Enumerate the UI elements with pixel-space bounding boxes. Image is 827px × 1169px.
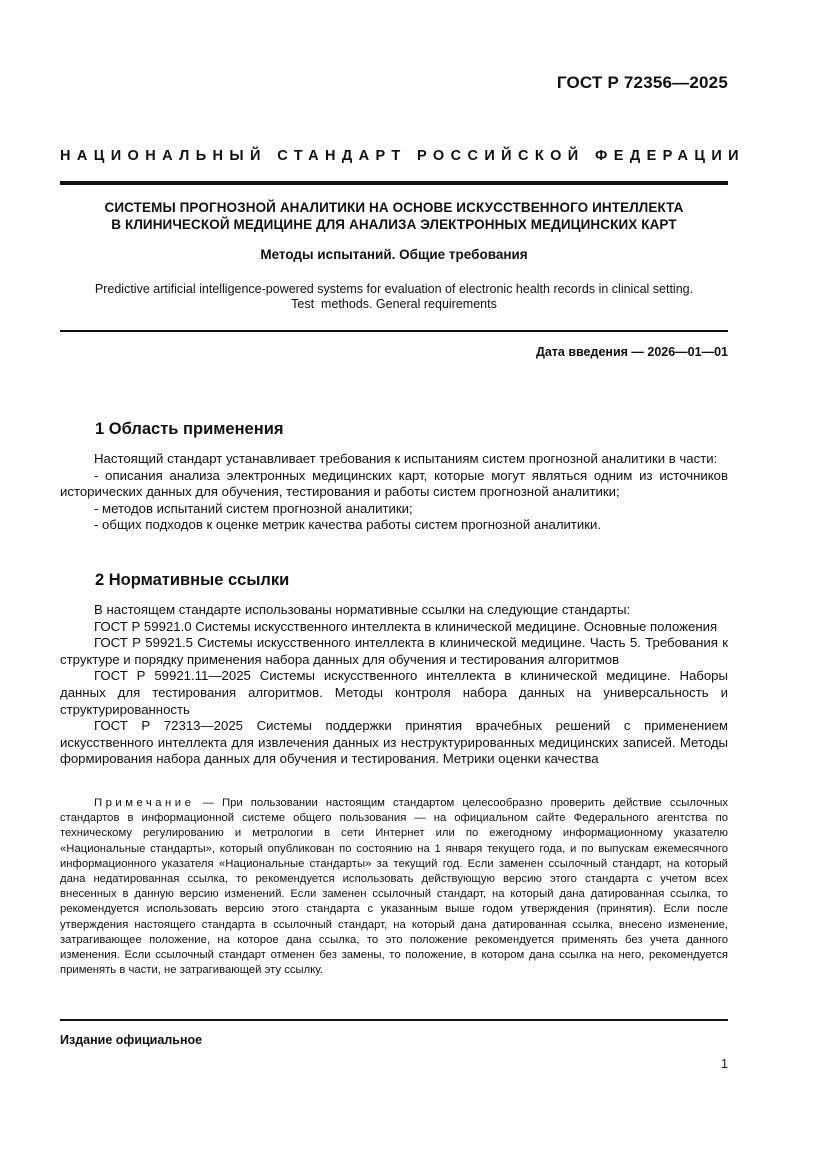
- reference-item: ГОСТ Р 59921.5 Системы искусственного интеллекта в клинической медицине. Часть 5. Требования к структуре и порядку применения набора данных для обучения и тестирования алгоритмов: [60, 635, 728, 667]
- footer-divider: [60, 1019, 728, 1021]
- list-item: - описания анализа электронных медицинских карт, которые могут являться одним из источников исторических данных для обучения, тестирования и работы систем прогнозной аналитики;: [60, 467, 728, 500]
- note: [60, 796, 728, 978]
- document-code: ГОСТ Р 72356—2025: [556, 73, 728, 92]
- english-title: [60, 282, 728, 312]
- header-divider: [60, 181, 728, 185]
- title-line-2: В КЛИНИЧЕСКОЙ МЕДИЦИНЕ ДЛЯ АНАЛИЗА ЭЛЕКТРОННЫХ МЕДИЦИНСКИХ КАРТ: [111, 217, 677, 232]
- section-1-heading: 1 Область применения: [95, 420, 284, 438]
- title-divider: [60, 330, 728, 332]
- list-item: - общих подходов к оценке метрик качества работы систем прогнозной аналитики.: [94, 517, 602, 533]
- english-title-line-2: Test methods. General requirements: [291, 297, 497, 311]
- reference-item: ГОСТ Р 59921.11—2025 Системы искусственного интеллекта в клинической медицине. Наборы данных для тестирования алгоритмов. Методы контроля набора данных на универсальность и структурированность: [60, 668, 728, 717]
- note-label: Примечание: [94, 797, 195, 809]
- document-title: [60, 199, 728, 233]
- title-line-1: СИСТЕМЫ ПРОГНОЗНОЙ АНАЛИТИКИ НА ОСНОВЕ ИСКУССТВЕННОГО ИНТЕЛЛЕКТА: [104, 200, 684, 215]
- section-2-heading: 2 Нормативные ссылки: [95, 571, 290, 589]
- national-standard-heading: НАЦИОНАЛЬНЫЙ СТАНДАРТ РОССИЙСКОЙ ФЕДЕРАЦИИ: [60, 148, 745, 164]
- section-1-body: [60, 451, 728, 534]
- list-item: - методов испытаний систем прогнозной аналитики;: [94, 500, 413, 516]
- paragraph: Настоящий стандарт устанавливает требования к испытаниям систем прогнозной аналитики в части:: [94, 451, 718, 466]
- document-subtitle: Методы испытаний. Общие требования: [260, 247, 528, 262]
- section-2-body: [60, 602, 728, 768]
- introduction-date: Дата введения — 2026—01—01: [535, 345, 728, 359]
- page-number: 1: [721, 1057, 728, 1071]
- note-text: — При пользовании настоящим стандартом целесообразно проверить действие ссылочных стандартов в информационной системе общего пользования — на официальном сайте Федерального агентства по техническому регулированию и метрологии в сети Интернет или по ежегодному информационному указателю «Национальные стандарты», который опубликован по состоянию на 1 января текущего года, и по выпускам ежемесячного информационного указателя «Национальные стандарты» за текущий год. Если заменен ссылочный стандарт, на который дана недатированная ссылка, то рекомендуется использовать действующую версию этого стандарта с учетом всех внесенных в данную версию изменений. Если заменен ссылочный стандарт, на который дана датированная ссылка, то рекомендуется использовать версию этого стандарта с указанным выше годом утверждения (принятия). Если после утверждения настоящего стандарта в ссылочный стандарт, на который дана датированная ссылка, внесено изменение, затрагивающее положение, на которое дана ссылка, то это положение рекомендуется применять без учета данного изменения. Если ссылочный стандарт отменен без замены, то положение, в котором дана ссылка на него, рекомендуется применять в части, не затрагивающей эту ссылку.: [60, 797, 728, 977]
- paragraph: В настоящем стандарте использованы нормативные ссылки на следующие стандарты:: [94, 602, 631, 617]
- official-edition-label: Издание официальное: [60, 1033, 203, 1047]
- reference-item: ГОСТ Р 72313—2025 Системы поддержки принятия врачебных решений с применением искусственного интеллекта для извлечения данных из неструктурированных медицинских записей. Методы формирования набора данных для обучения и тестирования. Метрики оценки качества: [60, 718, 728, 767]
- english-title-line-1: Predictive artificial intelligence-powered systems for evaluation of electronic health records in clinical setting.: [94, 282, 694, 296]
- reference-item: ГОСТ Р 59921.0 Системы искусственного интеллекта в клинической медицине. Основные положения: [94, 618, 718, 634]
